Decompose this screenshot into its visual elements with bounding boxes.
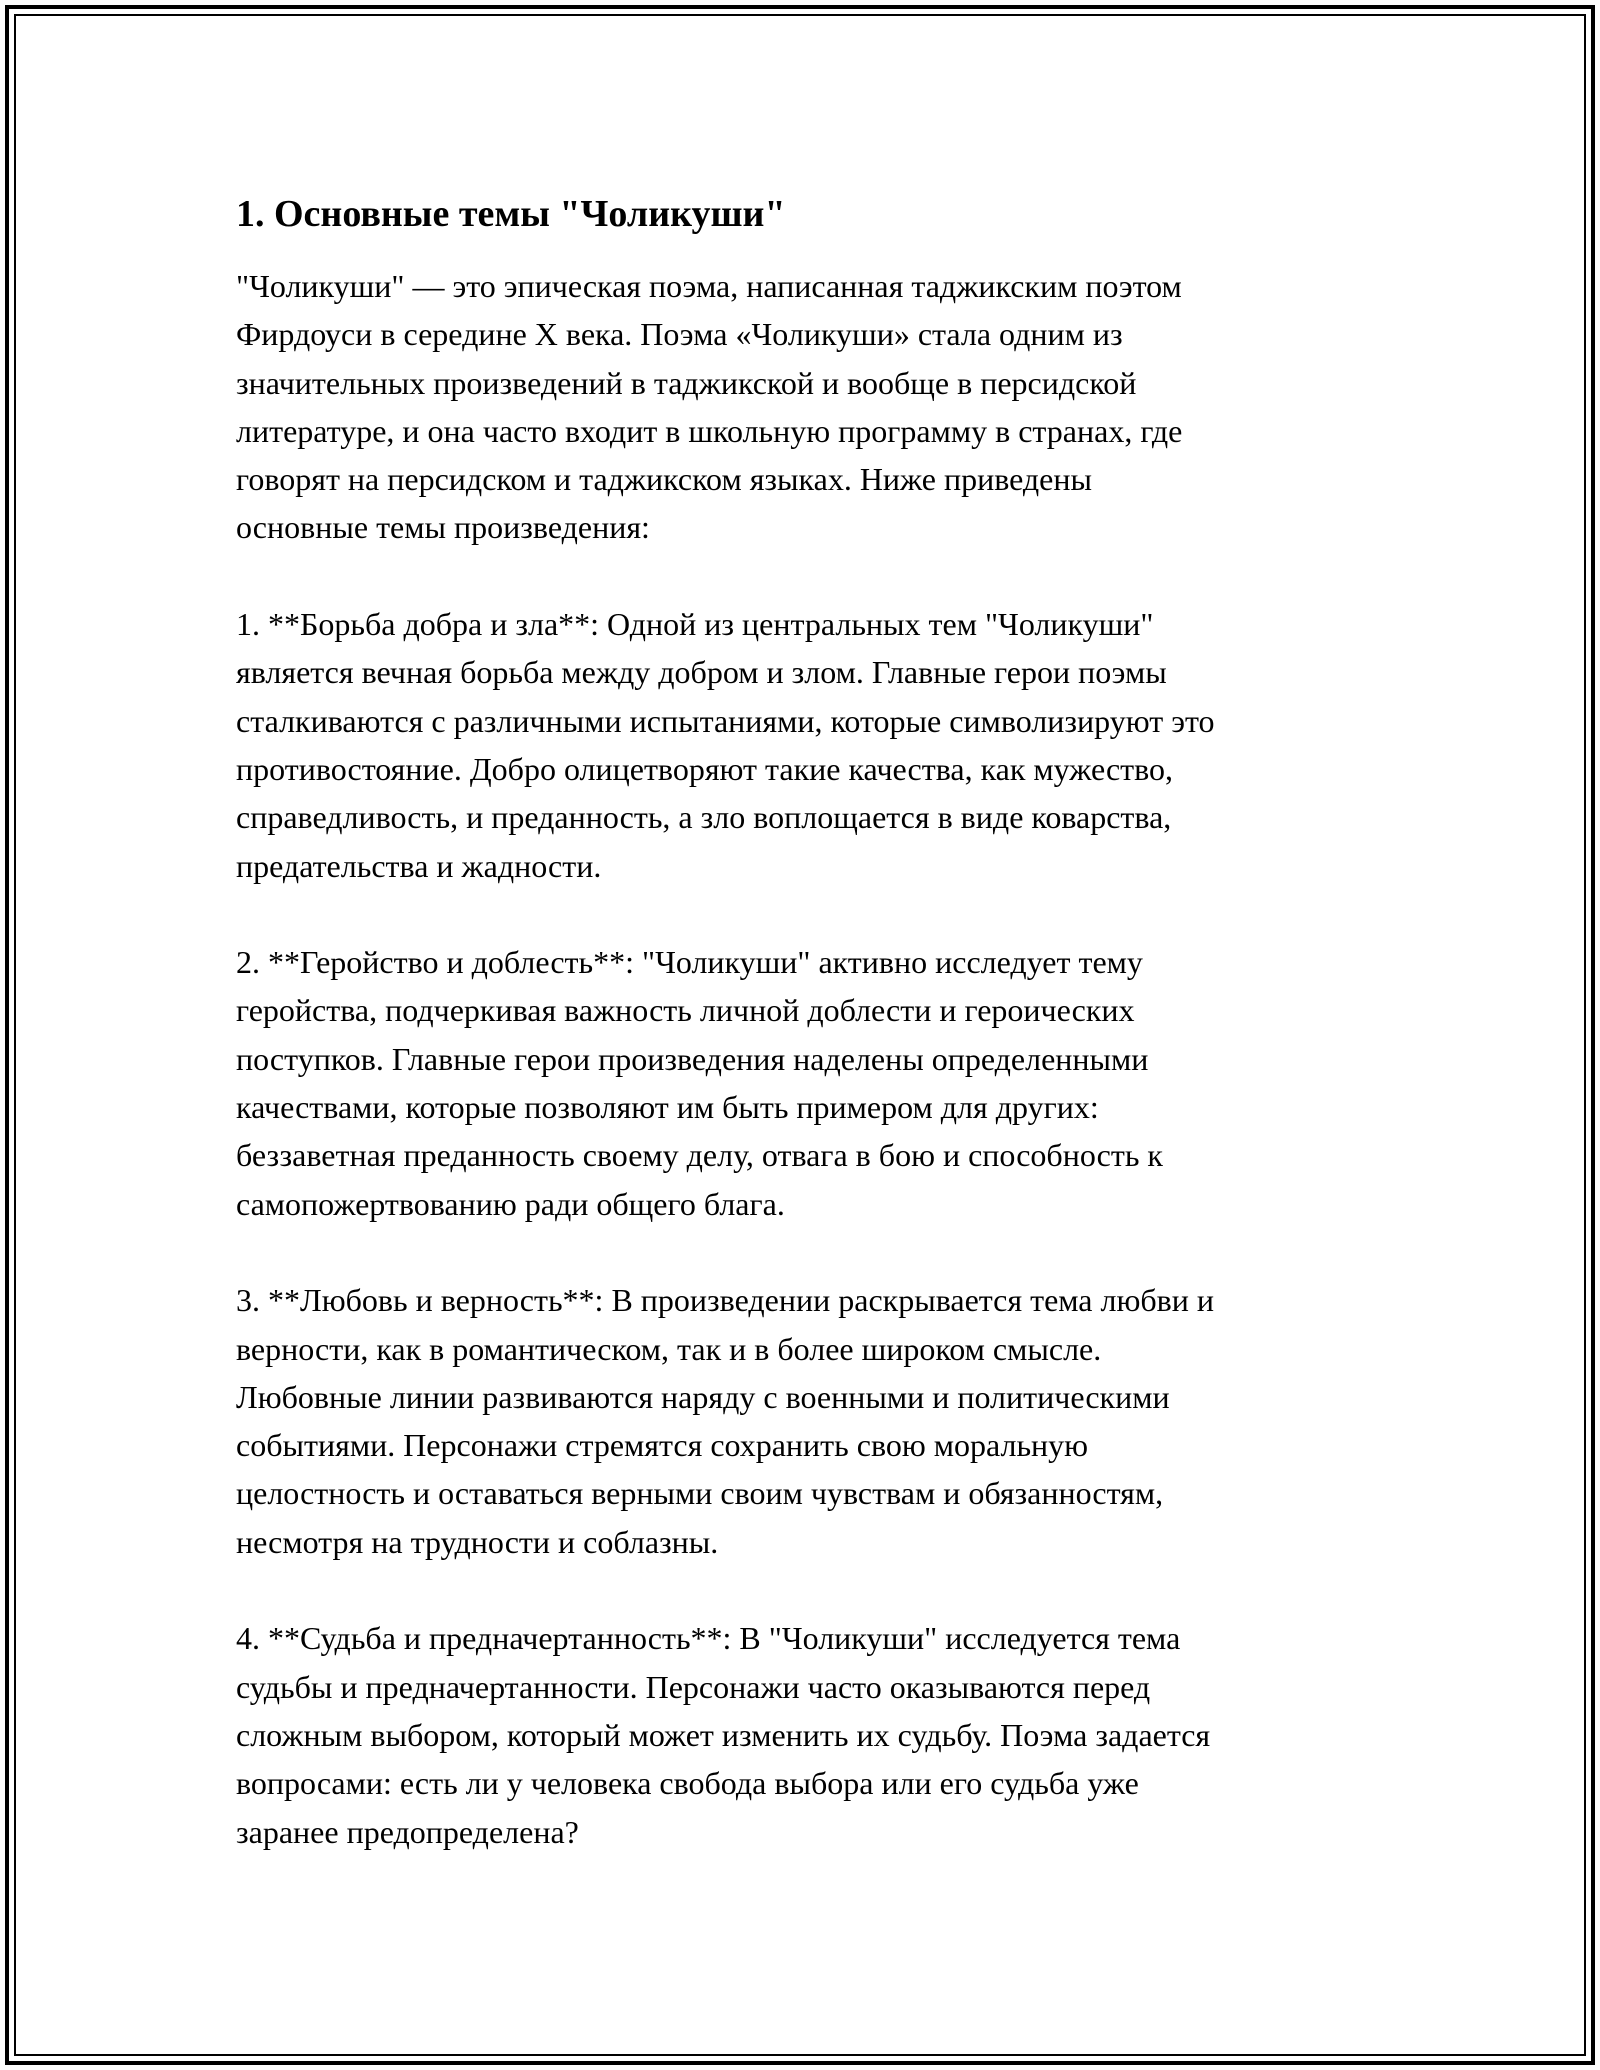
text-line: предательства и жадности. bbox=[236, 847, 602, 884]
theme-paragraph-love bbox=[236, 1276, 1376, 1566]
text-line: самопожертвованию ради общего блага. bbox=[236, 1185, 785, 1222]
text-line: Фирдоуси в середине X века. Поэма «Чоликуши» стала одним из bbox=[236, 316, 1123, 353]
text-line: судьбы и предначертанности. Персонажи часто оказываются перед bbox=[236, 1668, 1151, 1705]
text-line: сложным выбором, который может изменить их судьбу. Поэма задается bbox=[236, 1716, 1211, 1753]
text-line: является вечная борьба между добром и злом. Главные герои поэмы bbox=[236, 654, 1167, 691]
paragraph-gap bbox=[236, 1228, 1376, 1276]
text-line: 4. **Судьба и предначертанность**: В "Чоликуши" исследуется тема bbox=[236, 1620, 1181, 1657]
text-line: событиями. Персонажи стремятся сохранить свою моральную bbox=[236, 1427, 1089, 1464]
paragraph-gap bbox=[236, 1566, 1376, 1614]
text-line: вопросами: есть ли у человека свобода выбора или его судьба уже bbox=[236, 1765, 1139, 1802]
document-body bbox=[236, 186, 1376, 1856]
intro-paragraph bbox=[236, 262, 1376, 552]
text-line: несмотря на трудности и соблазны. bbox=[236, 1523, 719, 1560]
text-line: целостность и оставаться верными своим чувствам и обязанностям, bbox=[236, 1475, 1164, 1512]
text-line: Любовные линии развиваются наряду с военными и политическими bbox=[236, 1378, 1170, 1415]
text-line: значительных произведений в таджикской и вообще в персидской bbox=[236, 364, 1137, 401]
text-line: 1. **Борьба добра и зла**: Одной из центральных тем "Чоликуши" bbox=[236, 606, 1154, 643]
section-heading: 1. Основные темы "Чоликуши" bbox=[236, 193, 786, 235]
text-line: заранее предопределена? bbox=[236, 1813, 579, 1850]
paragraph-gap bbox=[236, 552, 1376, 600]
theme-paragraph-good-evil bbox=[236, 600, 1376, 890]
text-line: беззаветная преданность своему делу, отвага в бою и способность к bbox=[236, 1137, 1163, 1174]
theme-paragraph-heroism bbox=[236, 938, 1376, 1228]
text-line: противостояние. Добро олицетворяют такие качества, как мужество, bbox=[236, 750, 1174, 787]
text-line: справедливость, и преданность, а зло воплощается в виде коварства, bbox=[236, 799, 1172, 836]
text-line: верности, как в романтическом, так и в более широком смысле. bbox=[236, 1330, 1102, 1367]
paragraph-gap bbox=[236, 890, 1376, 938]
text-line: 2. **Геройство и доблесть**: "Чоликуши" активно исследует тему bbox=[236, 944, 1143, 981]
text-line: сталкиваются с различными испытаниями, которые символизируют это bbox=[236, 702, 1215, 739]
text-line: литературе, и она часто входит в школьную программу в странах, где bbox=[236, 412, 1183, 449]
text-line: "Чоликуши" — это эпическая поэма, написанная таджикским поэтом bbox=[236, 268, 1182, 304]
theme-paragraph-fate bbox=[236, 1614, 1376, 1855]
text-line: геройства, подчеркивая важность личной доблести и героических bbox=[236, 992, 1135, 1029]
text-line: основные темы произведения: bbox=[236, 509, 650, 546]
text-line: поступков. Главные герои произведения наделены определенными bbox=[236, 1040, 1149, 1077]
text-line: качествами, которые позволяют им быть примером для других: bbox=[236, 1089, 1099, 1126]
text-line: 3. **Любовь и верность**: В произведении раскрывается тема любви и bbox=[236, 1282, 1215, 1319]
text-line: говорят на персидском и таджикском языках. Ниже приведены bbox=[236, 461, 1092, 498]
